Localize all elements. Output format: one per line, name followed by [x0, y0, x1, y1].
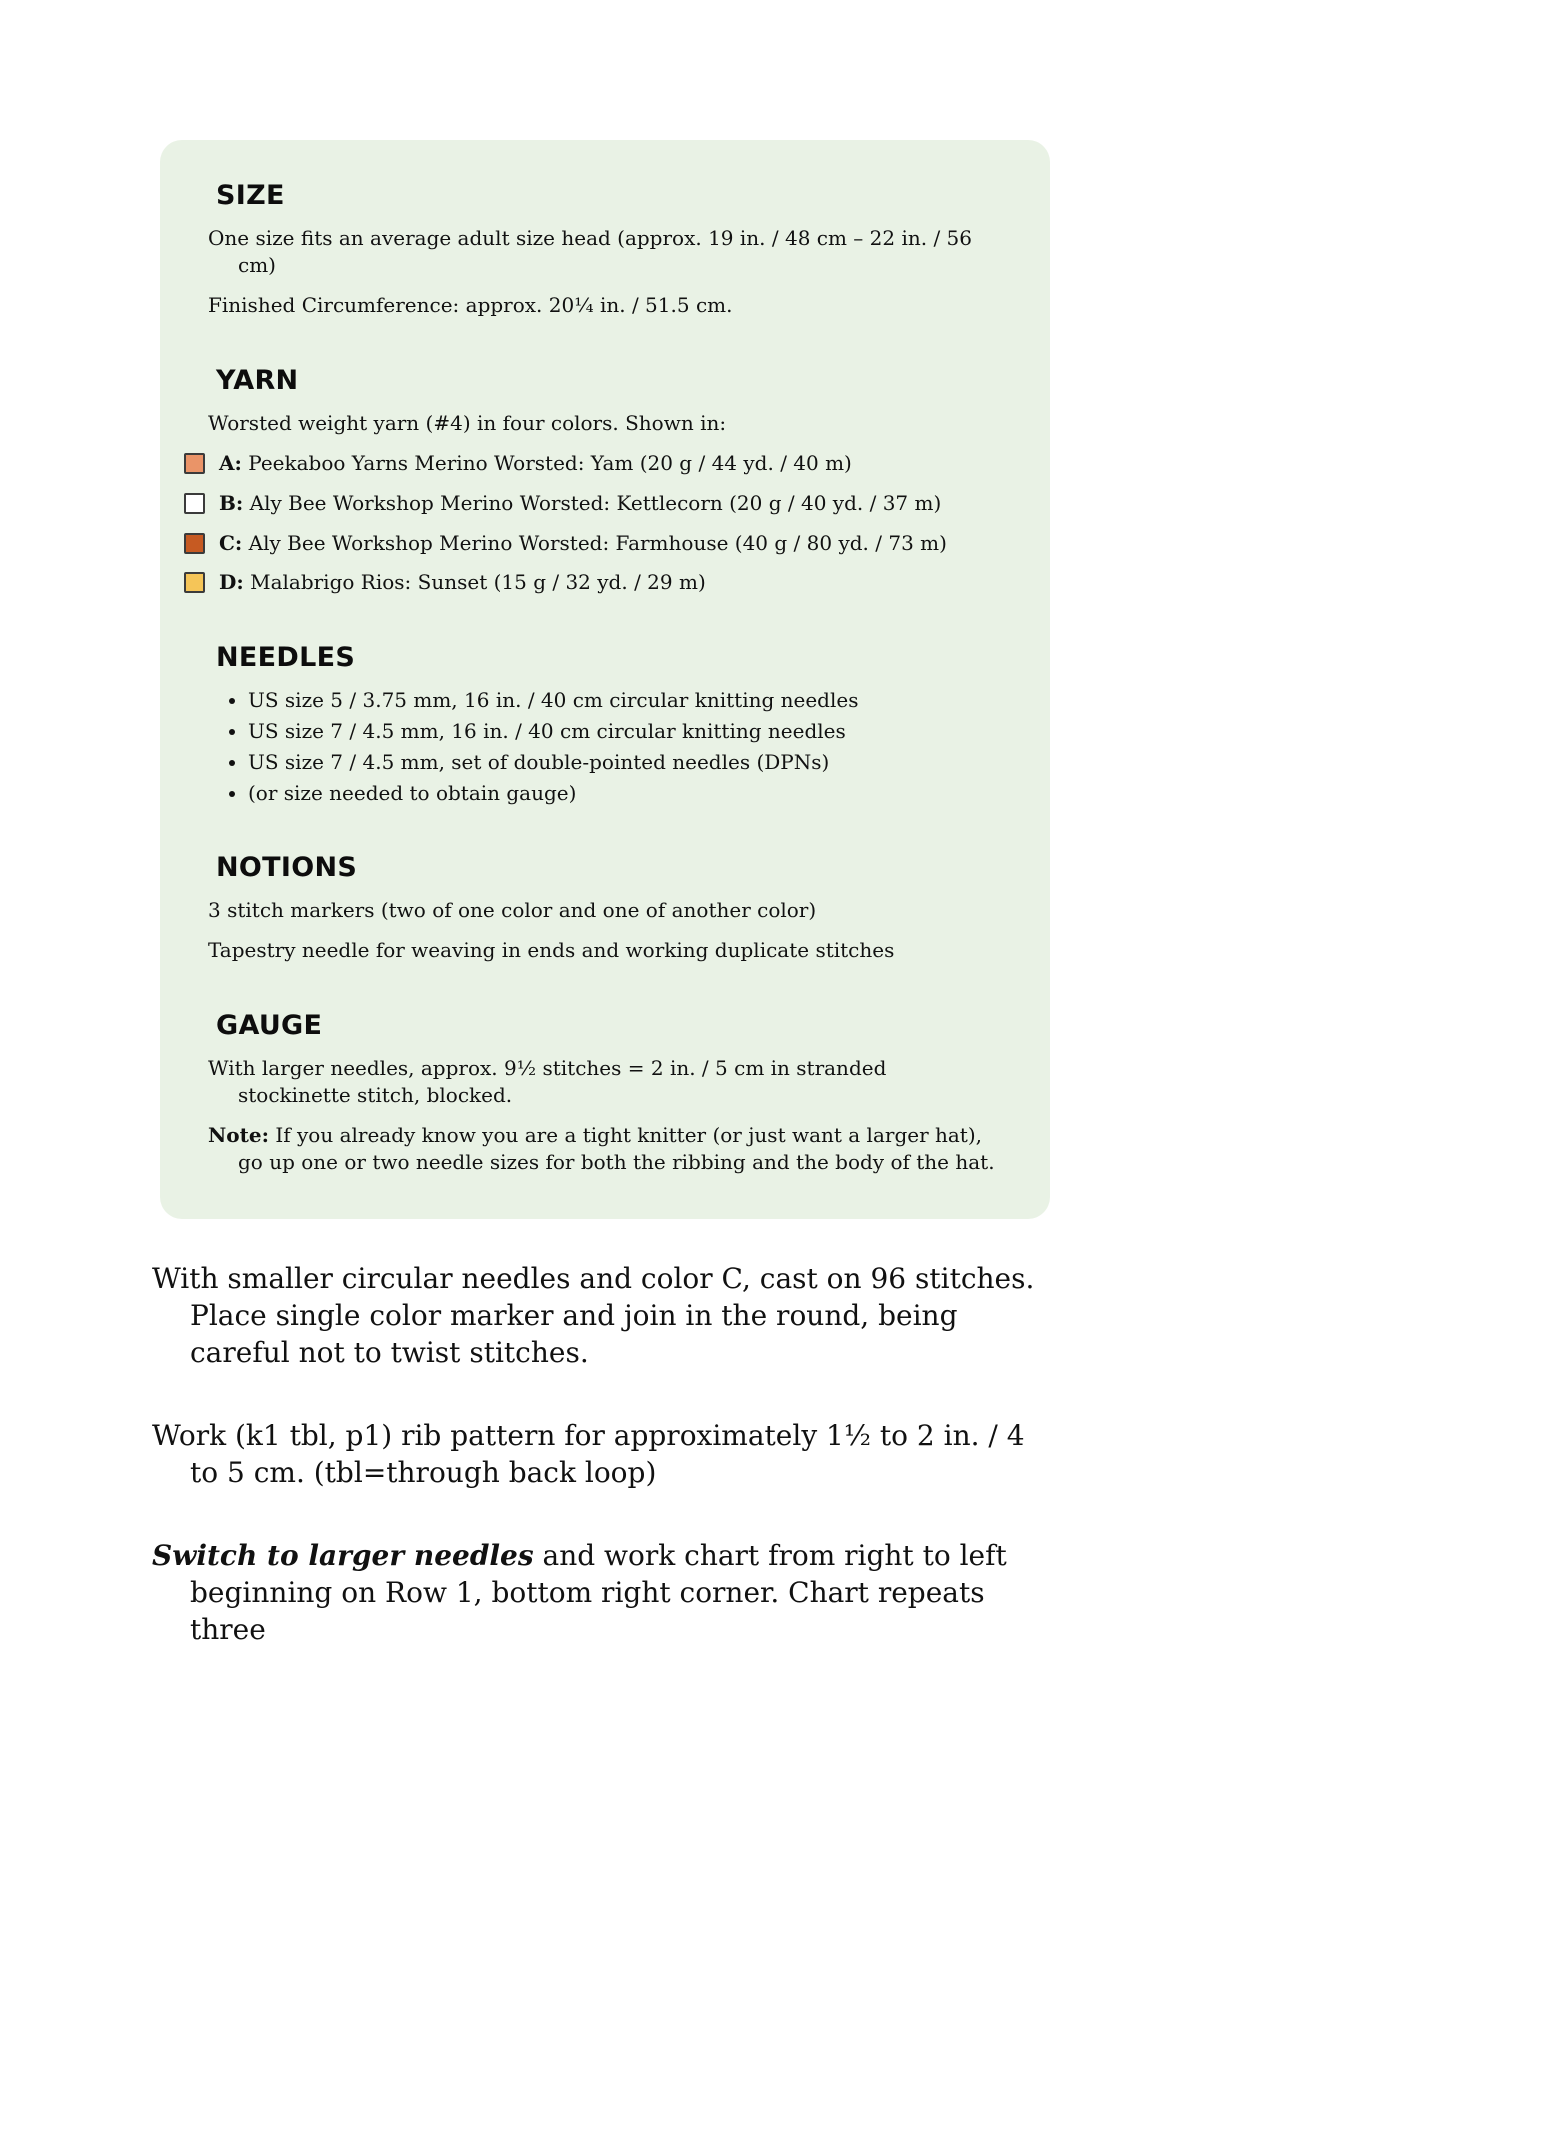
yarn-item-text [219, 490, 941, 517]
yarn-label-b: B: [219, 490, 244, 515]
notions-heading: NOTIONS [216, 851, 358, 883]
yarn-list [208, 450, 1004, 595]
yarn-heading: YARN [216, 364, 299, 396]
notions-text-2: Tapestry needle for weaving in ends and working duplicate stitches [208, 938, 895, 963]
pattern-page [0, 140, 1551, 2147]
section-needles [208, 642, 1004, 806]
pattern-instructions [152, 1261, 1057, 1649]
gauge-note [208, 1122, 1004, 1175]
section-size [208, 180, 1004, 319]
instruction-switch-lead: Switch to larger needles [152, 1539, 534, 1573]
yarn-item-text [219, 450, 852, 477]
yarn-label-c: C: [219, 530, 243, 555]
needles-item-3: • US size 7 / 4.5 mm, set of double-pointed needles (DPNs) [248, 749, 1004, 775]
yarn-color-swatch-a [184, 453, 205, 474]
yarn-desc-d: Malabrigo Rios: Sunset (15 g / 32 yd. / 29 m) [250, 570, 706, 595]
gauge-note-label: Note: [208, 1123, 269, 1148]
instruction-cast-on: With smaller circular needles and color C, cast on 96 stitches. Place single color marker and join in the round, being careful not to twist stitches. [152, 1262, 1035, 1370]
yarn-color-swatch-d [184, 572, 205, 593]
yarn-color-swatch-c [184, 533, 205, 554]
instruction-switch-needles [152, 1538, 1057, 1649]
section-yarn [208, 365, 1004, 596]
pattern-info-card [160, 140, 1050, 1219]
size-text-1: One size fits an average adult size head (approx. 19 in. / 48 cm – 22 in. / 56 cm) [208, 226, 973, 277]
yarn-desc-c: Aly Bee Workshop Merino Worsted: Farmhouse (40 g / 80 yd. / 73 m) [248, 530, 947, 555]
yarn-item-c [184, 530, 1004, 557]
section-notions [208, 852, 1004, 964]
yarn-item-a [184, 450, 1004, 477]
yarn-desc-b: Aly Bee Workshop Merino Worsted: Kettlecorn (20 g / 40 yd. / 37 m) [249, 490, 942, 515]
needles-list [208, 687, 1004, 806]
yarn-intro: Worsted weight yarn (#4) in four colors. Shown in: [208, 410, 727, 435]
notions-text-1: 3 stitch markers (two of one color and one of another color) [208, 897, 817, 922]
yarn-item-d [184, 569, 1004, 596]
gauge-note-text: If you already know you are a tight knitter (or just want a larger hat), go up one or two needle sizes for both the ribbing and the body of the hat. [238, 1123, 995, 1174]
yarn-item-text [219, 530, 947, 557]
yarn-item-text [219, 569, 706, 596]
needles-item-2: • US size 7 / 4.5 mm, 16 in. / 40 cm circular knitting needles [248, 718, 1004, 744]
instruction-rib: Work (k1 tbl, p1) rib pattern for approximately 1½ to 2 in. / 4 to 5 cm. (tbl=through back loop) [152, 1419, 1025, 1490]
yarn-desc-a: Peekaboo Yarns Merino Worsted: Yam (20 g / 44 yd. / 40 m) [248, 451, 852, 476]
instruction-switch-rest: and work chart from right to left beginning on Row 1, bottom right corner. Chart repeats three [190, 1539, 1007, 1646]
yarn-label-d: D: [219, 570, 244, 595]
yarn-color-swatch-b [184, 493, 205, 514]
section-gauge [208, 1010, 1004, 1175]
needles-heading: NEEDLES [216, 641, 356, 673]
needles-item-4: • (or size needed to obtain gauge) [248, 780, 1004, 806]
size-heading: SIZE [216, 180, 285, 211]
yarn-item-b [184, 490, 1004, 517]
needles-item-1: • US size 5 / 3.75 mm, 16 in. / 40 cm circular knitting needles [248, 687, 1004, 713]
yarn-label-a: A: [219, 451, 242, 476]
gauge-heading: GAUGE [216, 1009, 323, 1041]
size-text-2: Finished Circumference: approx. 20¼ in. / 51.5 cm. [208, 293, 733, 318]
gauge-text: With larger needles, approx. 9½ stitches = 2 in. / 5 cm in stranded stockinette stitch, blocked. [208, 1055, 887, 1107]
